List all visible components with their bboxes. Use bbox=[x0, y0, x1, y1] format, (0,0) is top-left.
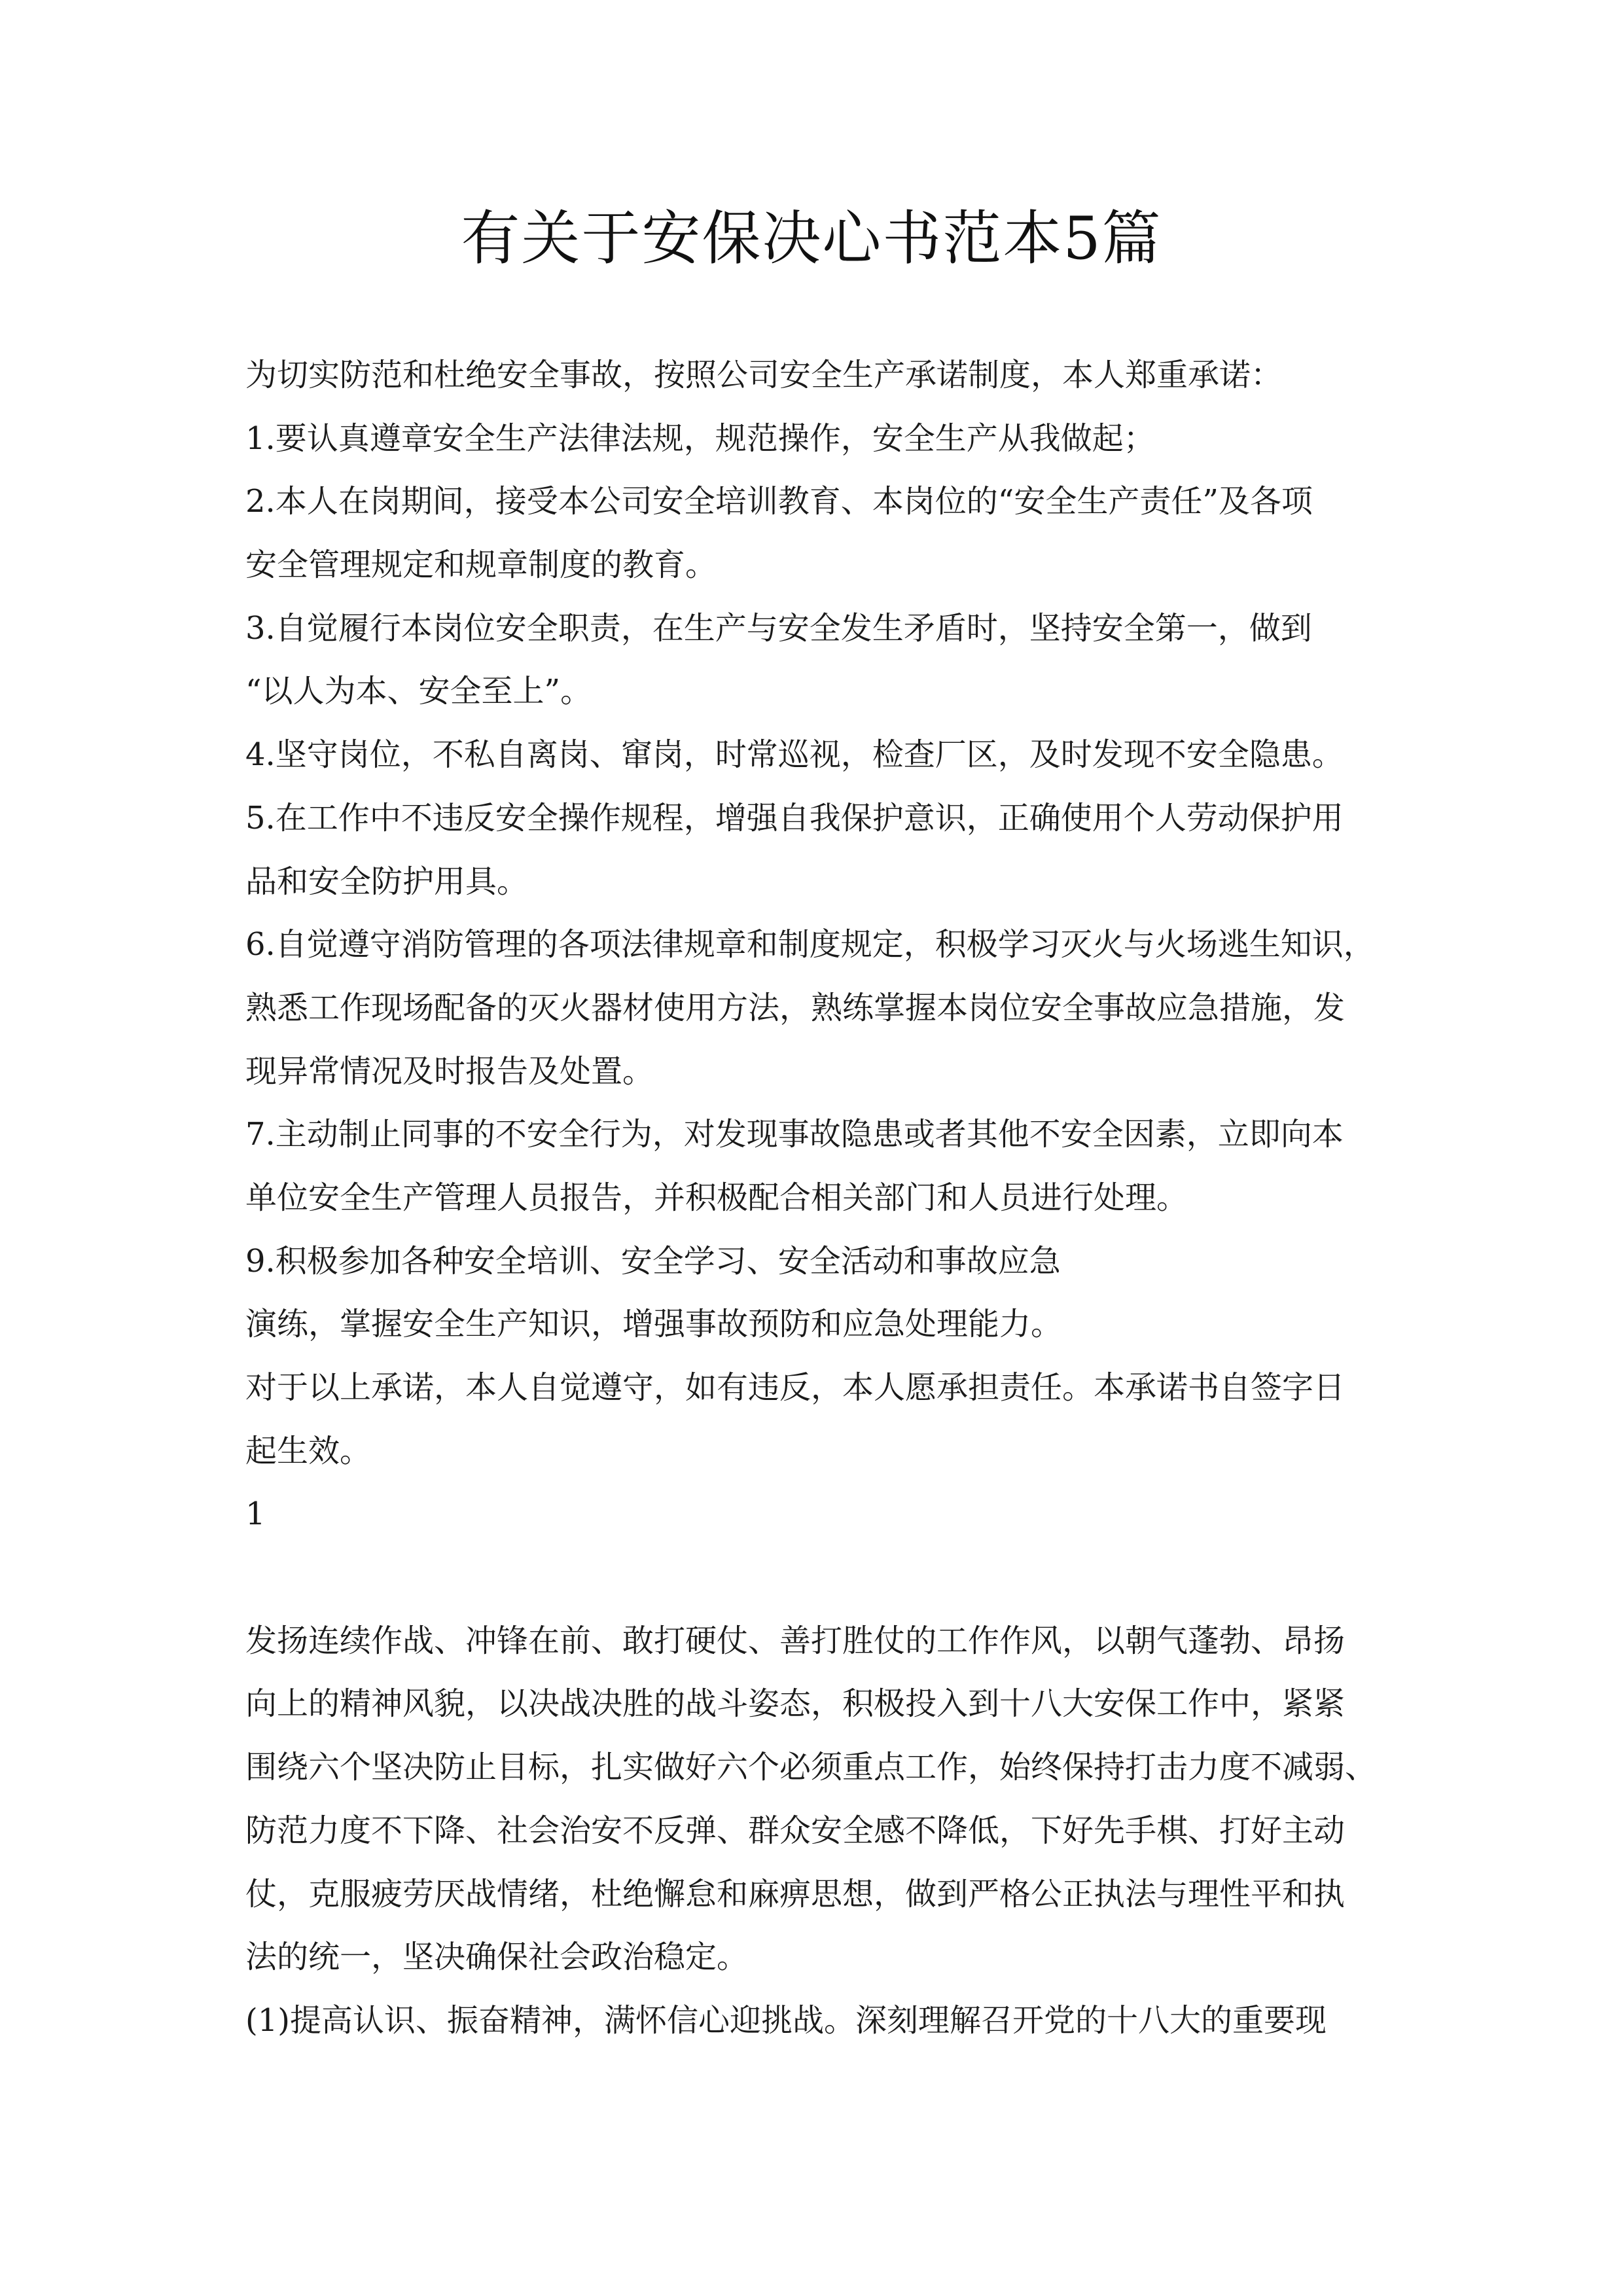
text-line: 3.自觉履行本岗位安全职责，在生产与安全发生矛盾时，坚持安全第一，做到 bbox=[245, 609, 1312, 647]
text-line: 演练，掌握安全生产知识，增强事故预防和应急处理能力。 bbox=[245, 1306, 1063, 1343]
text-line: 起生效。 bbox=[245, 1432, 372, 1469]
text-line: 仗，克服疲劳厌战情绪，杜绝懈怠和麻痹思想，做到严格公正执法与理性平和执 bbox=[245, 1875, 1346, 1912]
text-line: 为切实防范和杜绝安全事故，按照公司安全生产承诺制度，本人郑重承诺： bbox=[245, 357, 1283, 393]
document-body bbox=[245, 344, 1378, 2053]
text-line: 4.坚守岗位，不私自离岗、窜岗，时常巡视，检查厂区，及时发现不安全隐患。 bbox=[245, 736, 1344, 774]
text-line: 单位安全生产管理人员报告，并积极配合相关部门和人员进行处理。 bbox=[245, 1179, 1188, 1216]
text-line: 2.本人在岗期间，接受本公司安全培训教育、本岗位的“安全生产责任”及各项 bbox=[245, 483, 1313, 520]
text-line: 品和安全防护用具。 bbox=[245, 863, 529, 900]
text-line: 防范力度不下降、社会治安不反弹、群众安全感不降低，下好先手棋、打好主动 bbox=[245, 1812, 1346, 1849]
text-line: 1.要认真遵章安全生产法律法规，规范操作，安全生产从我做起； bbox=[245, 420, 1155, 457]
text-line: 发扬连续作战、冲锋在前、敢打硬仗、善打胜仗的工作作风，以朝气蓬勃、昂扬 bbox=[245, 1622, 1346, 1659]
text-line: 对于以上承诺，本人自觉遵守，如有违反，本人愿承担责任。本承诺书自签字日 bbox=[245, 1369, 1346, 1406]
text-line: 5.在工作中不违反安全操作规程，增强自我保护意识，正确使用个人劳动保护用 bbox=[245, 799, 1344, 836]
text-line: “以人为本、安全至上”。 bbox=[245, 673, 592, 710]
document-title: 有关于安保决心书范本5篇 bbox=[461, 204, 1162, 273]
blank-line bbox=[245, 1546, 1378, 1609]
text-line: 围绕六个坚决防止目标，扎实做好六个必须重点工作，始终保持打击力度不减弱、 bbox=[245, 1749, 1377, 1786]
text-line: 1 bbox=[245, 1496, 266, 1533]
text-line: 熟悉工作现场配备的灭火器材使用方法，熟练掌握本岗位安全事故应急措施，发 bbox=[245, 989, 1346, 1026]
text-line: 安全管理规定和规章制度的教育。 bbox=[245, 547, 717, 584]
text-line: 6.自觉遵守消防管理的各项法律规章和制度规定，积极学习灭火与火场逃生知识， bbox=[245, 926, 1375, 963]
text-line: 向上的精神风貌，以决战决胜的战斗姿态，积极投入到十八大安保工作中，紧紧 bbox=[245, 1685, 1346, 1723]
text-line: 7.主动制止同事的不安全行为，对发现事故隐患或者其他不安全因素，立即向本 bbox=[245, 1116, 1344, 1153]
text-line: 现异常情况及时报告及处置。 bbox=[245, 1052, 654, 1090]
text-line: 法的统一，坚决确保社会政治稳定。 bbox=[245, 1939, 749, 1976]
text-line: 9.积极参加各种安全培训、安全学习、安全活动和事故应急 bbox=[245, 1242, 1061, 1280]
text-line: (1)提高认识、振奋精神，满怀信心迎挑战。深刻理解召开党的十八大的重要现 bbox=[245, 2001, 1327, 2039]
